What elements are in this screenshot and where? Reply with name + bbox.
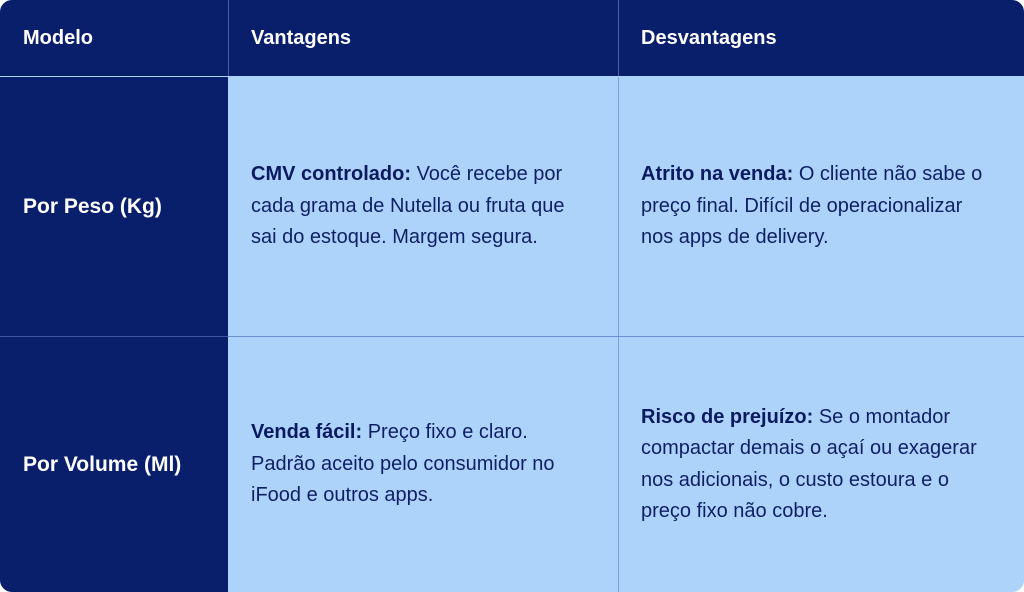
cell-advantage-peso — [229, 77, 618, 336]
row-divider-left — [0, 336, 228, 337]
header-divider-1 — [228, 0, 229, 76]
header-divider-2 — [618, 0, 619, 76]
header-label-modelo: Modelo — [23, 26, 93, 49]
advantage-text-volume — [251, 417, 594, 512]
row-divider — [228, 336, 1024, 337]
disadvantage-text-peso — [641, 159, 1000, 254]
disadvantage-body-volume: Se o montador compactar demais o açaí ou exagerar nos adicionais, o custo estoura e o preço fixo não cobre. — [641, 405, 977, 522]
header-label-vantagens: Vantagens — [251, 26, 352, 49]
disadvantage-title-peso: Atrito na venda: — [641, 163, 794, 186]
cell-disadvantage-volume — [619, 337, 1024, 592]
row-label-peso: Por Peso (Kg) — [23, 194, 162, 218]
advantage-text-peso — [251, 159, 594, 254]
cell-disadvantage-peso — [619, 77, 1024, 336]
disadvantage-title-volume: Risco de prejuízo: — [641, 405, 814, 428]
row-header-peso — [0, 77, 228, 336]
advantage-body-peso: Você recebe por cada grama de Nutella ou fruta que sai do estoque. Margem segura. — [251, 163, 565, 249]
row-header-volume — [0, 337, 228, 592]
header-cell-vantagens — [229, 0, 618, 76]
advantage-body-volume: Preço fixo e claro. Padrão aceito pelo consumidor no iFood e outros apps. — [251, 421, 555, 507]
header-label-desvantagens: Desvantagens — [641, 26, 777, 49]
disadvantage-text-volume — [641, 402, 1000, 528]
row-label-volume: Por Volume (Ml) — [23, 452, 182, 476]
column-divider — [618, 77, 619, 592]
disadvantage-body-peso: O cliente não sabe o preço final. Difícil de operacionalizar nos apps de delivery. — [641, 163, 983, 249]
header-cell-modelo — [0, 0, 228, 76]
header-cell-desvantagens — [619, 0, 1024, 76]
advantage-title-volume: Venda fácil: — [251, 421, 363, 444]
cell-advantage-volume — [229, 337, 618, 592]
advantage-title-peso: CMV controlado: — [251, 163, 411, 186]
